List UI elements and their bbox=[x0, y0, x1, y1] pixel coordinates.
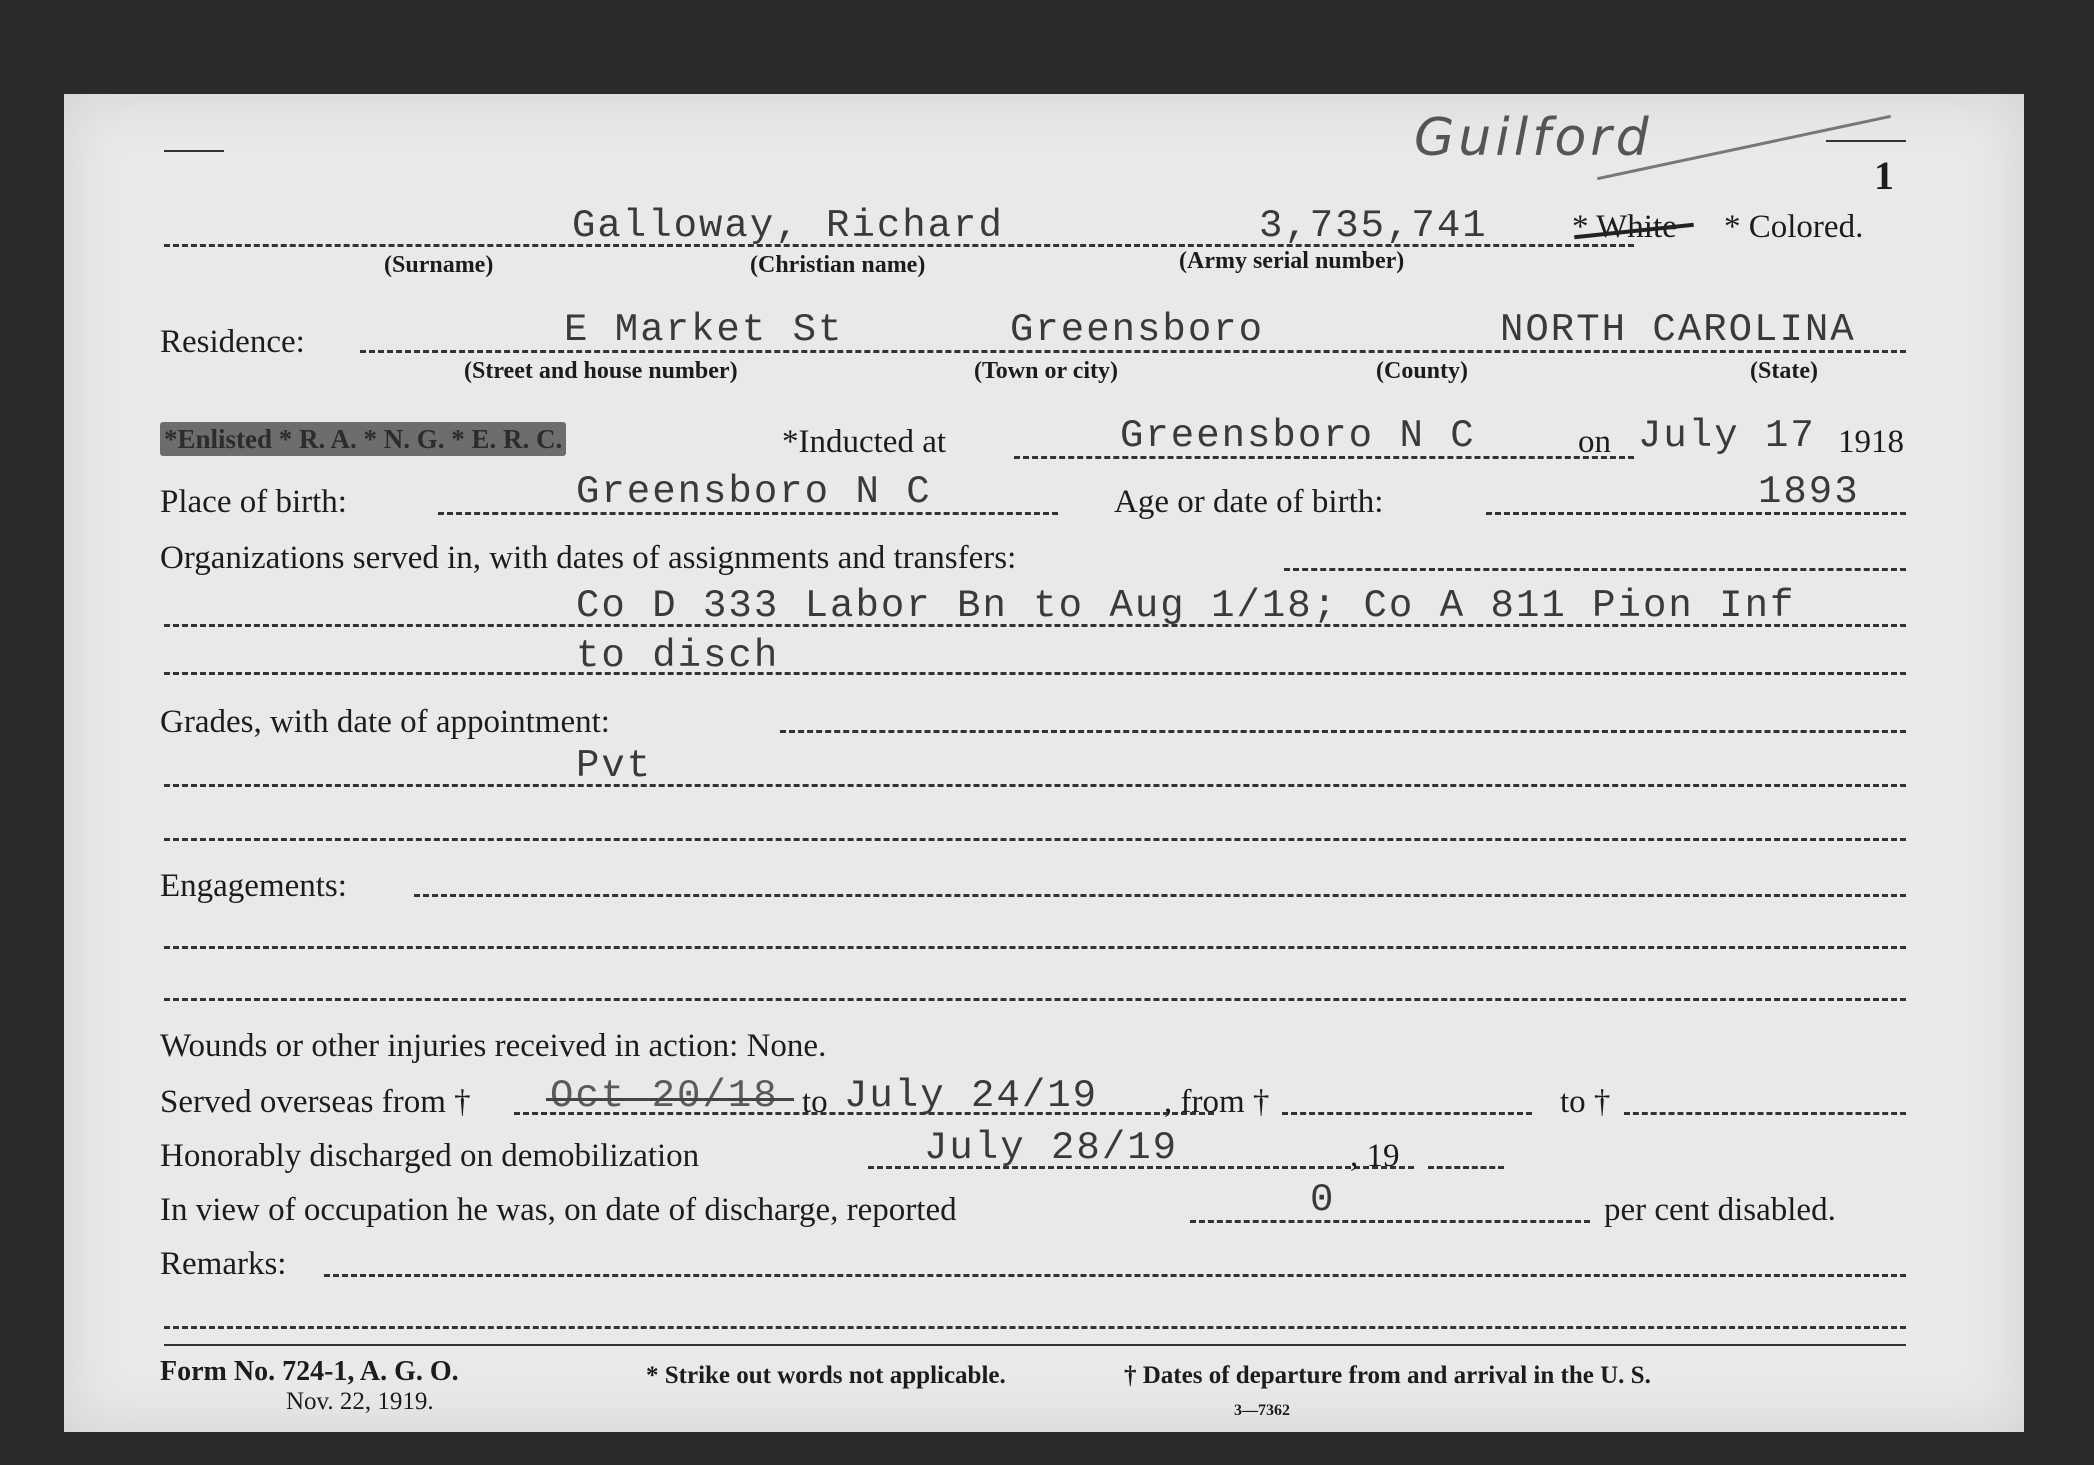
birth-place-label: Place of birth: bbox=[160, 484, 347, 520]
card-number: 1 bbox=[1874, 153, 1894, 198]
inducted-label: *Inducted at bbox=[782, 424, 947, 460]
top-left-rule bbox=[164, 150, 224, 152]
grade-value: Pvt bbox=[576, 744, 653, 788]
engagements-label: Engagements: bbox=[160, 868, 347, 904]
engagements-line-2 bbox=[164, 998, 1906, 1001]
discharge-year-line bbox=[1428, 1166, 1504, 1169]
overseas-from-strike bbox=[546, 1098, 794, 1101]
grades-label: Grades, with date of appointment: bbox=[160, 704, 610, 740]
birth-year-value: 1893 bbox=[1758, 470, 1860, 514]
org-line-2 bbox=[164, 672, 1906, 675]
enlisted-options-text: *Enlisted * R. A. * N. G. * E. R. C. bbox=[160, 422, 566, 456]
serial-number-value: 3,735,741 bbox=[1259, 204, 1488, 248]
age-label: Age or date of birth: bbox=[1114, 484, 1384, 520]
discharge-date-value: July 28/19 bbox=[924, 1126, 1179, 1170]
overseas-to-label: to bbox=[802, 1084, 828, 1120]
caption-state: (State) bbox=[1750, 358, 1818, 384]
card-number-rule bbox=[1826, 140, 1906, 142]
inducted-year: 1918 bbox=[1838, 424, 1904, 460]
white-label-text: * White bbox=[1572, 209, 1677, 245]
overseas-line-b bbox=[1282, 1112, 1532, 1115]
on-label: on bbox=[1578, 424, 1611, 460]
form-number: Form No. 724-1, A. G. O. bbox=[160, 1356, 459, 1387]
caption-christian: (Christian name) bbox=[750, 252, 926, 278]
discharge-year: , 19 bbox=[1350, 1138, 1400, 1174]
grades-line-0 bbox=[780, 730, 1906, 733]
enlisted-options bbox=[160, 424, 566, 455]
disabled-value: 0 bbox=[1310, 1178, 1336, 1222]
org-line-0 bbox=[1284, 568, 1906, 571]
inducted-date-value: July 17 bbox=[1638, 414, 1816, 458]
remarks-label: Remarks: bbox=[160, 1246, 287, 1282]
org-line1-value: Co D 333 Labor Bn to Aug 1/18; Co A 811 Pion Inf bbox=[576, 584, 1796, 628]
handwritten-county: Guilford bbox=[1414, 108, 1653, 168]
print-code: 3—7362 bbox=[1234, 1402, 1290, 1419]
disabled-label: per cent disabled. bbox=[1604, 1192, 1836, 1228]
birth-place-value: Greensboro N C bbox=[576, 470, 932, 514]
wounds-text: Wounds or other injuries received in action: None. bbox=[160, 1028, 827, 1064]
overseas-line-c bbox=[1624, 1112, 1906, 1115]
caption-town: (Town or city) bbox=[974, 358, 1118, 384]
overseas-to-value: July 24/19 bbox=[844, 1074, 1099, 1118]
dates-note: † Dates of departure from and arrival in the U. S. bbox=[1124, 1362, 1651, 1389]
remarks-line-1 bbox=[164, 1326, 1906, 1329]
residence-label: Residence: bbox=[160, 324, 305, 360]
overseas-from-value: Oct 20/18 bbox=[550, 1074, 779, 1118]
caption-county: (County) bbox=[1376, 358, 1469, 384]
occupation-line bbox=[1190, 1220, 1590, 1223]
remarks-line-0 bbox=[324, 1274, 1906, 1277]
state-value: NORTH CAROLINA bbox=[1500, 308, 1856, 352]
colored-label: * Colored. bbox=[1724, 209, 1864, 245]
discharge-label: Honorably discharged on demobilization bbox=[160, 1138, 700, 1174]
surname-name-value: Galloway, Richard bbox=[572, 204, 1004, 248]
overseas-from2-label: , from † bbox=[1164, 1084, 1270, 1120]
occupation-label: In view of occupation he was, on date of discharge, reported bbox=[160, 1192, 957, 1228]
overseas-to2-label: to † bbox=[1560, 1084, 1611, 1120]
org-label: Organizations served in, with dates of assignments and transfers: bbox=[160, 540, 1017, 576]
org-line2-value: to disch bbox=[576, 634, 780, 678]
engagements-line-1 bbox=[164, 946, 1906, 949]
footer-rule bbox=[164, 1344, 1906, 1346]
overseas-label: Served overseas from † bbox=[160, 1084, 471, 1120]
caption-street: (Street and house number) bbox=[464, 358, 738, 384]
town-value: Greensboro bbox=[1010, 308, 1265, 352]
street-value: E Market St bbox=[564, 308, 844, 352]
caption-surname: (Surname) bbox=[384, 252, 494, 278]
engagements-line-0 bbox=[414, 894, 1906, 897]
inducted-place-value: Greensboro N C bbox=[1120, 414, 1476, 458]
caption-serial: (Army serial number) bbox=[1179, 248, 1405, 274]
strike-note: * Strike out words not applicable. bbox=[646, 1362, 1006, 1389]
grades-line-1 bbox=[164, 784, 1906, 787]
form-date: Nov. 22, 1919. bbox=[286, 1388, 434, 1415]
grades-line-2 bbox=[164, 838, 1906, 841]
service-record-card bbox=[64, 94, 2024, 1432]
